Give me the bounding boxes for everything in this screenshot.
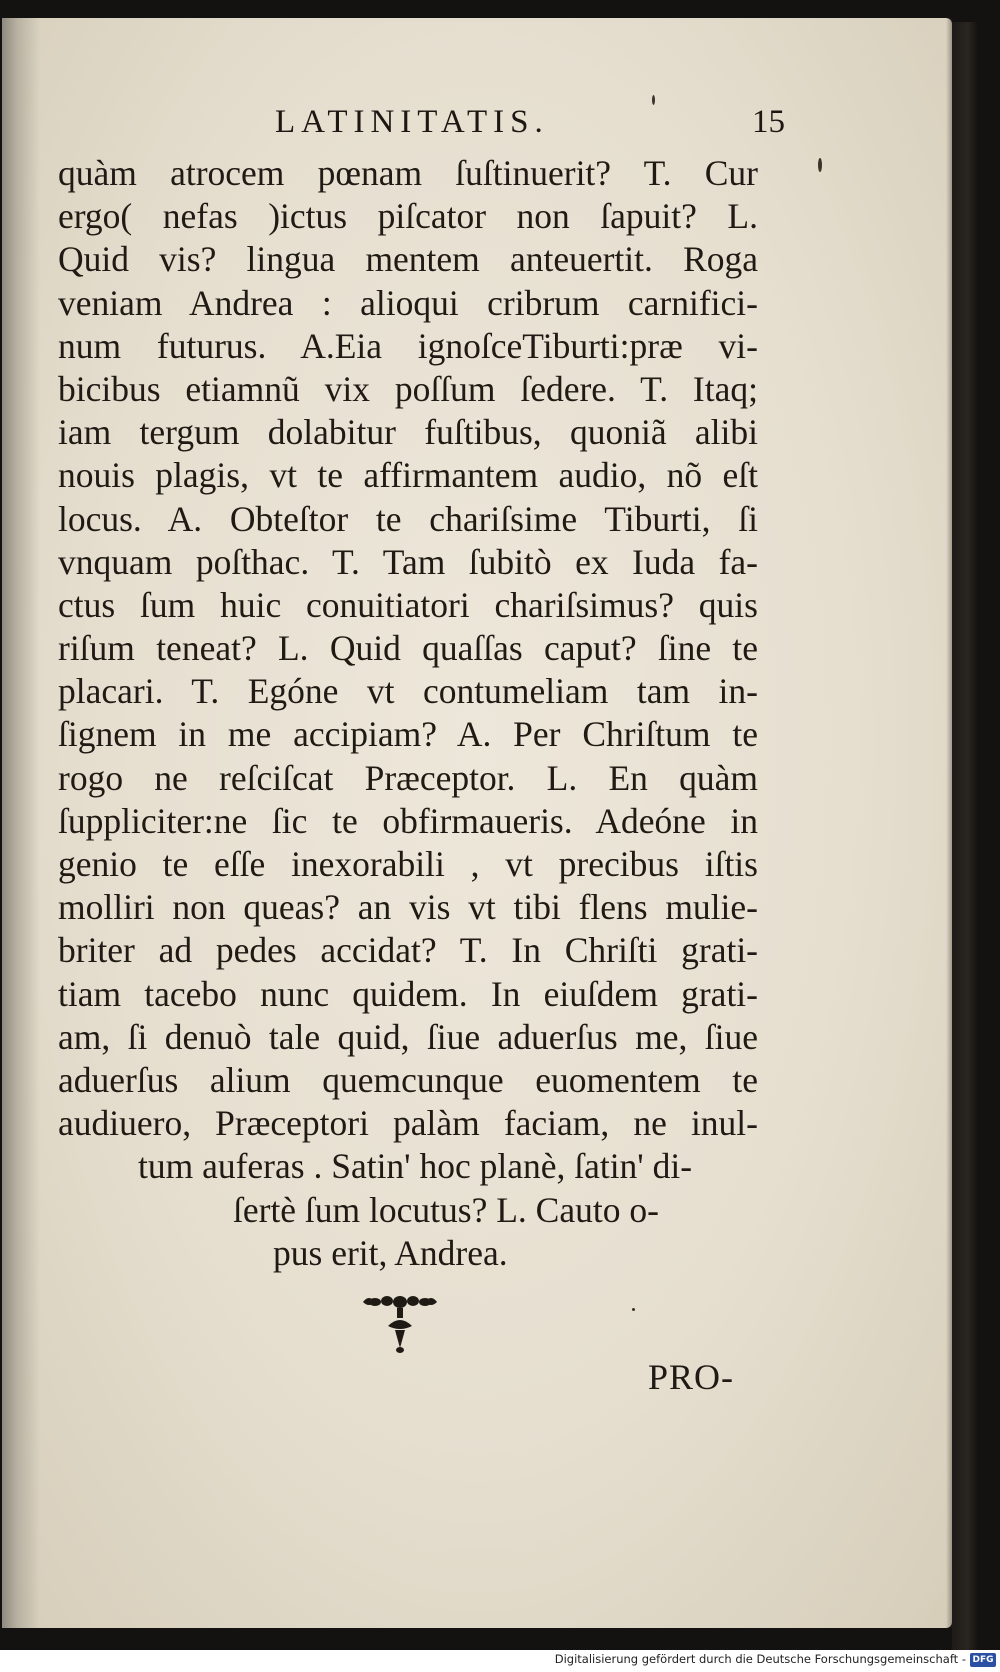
text-line: ergo( nefas )ictus piſcator non ſapuit? L.: [58, 196, 758, 237]
text-line: nouis plagis, vt te affirmantem audio, nõ eſt: [58, 455, 758, 496]
text-line: num futurus. A.Eia ignoſceTiburti:præ vi-: [58, 325, 758, 366]
text-line-tapered: tum auferas . Satin' hoc planè, ſatin' di-: [138, 1146, 693, 1187]
catchword: PRO-: [648, 1357, 735, 1397]
text-line: tiam tacebo nunc quidem. In eiuſdem grati-: [58, 973, 758, 1014]
text-line: iam tergum dolabitur fuſtibus, quoniã alibi: [58, 412, 758, 453]
text-line: rogo ne reſciſcat Præceptor. L. En quàm: [58, 757, 758, 798]
text-line: audiuero, Præceptori palàm faciam, ne inul-: [58, 1103, 758, 1144]
scan-speck: [632, 1308, 635, 1311]
text-line-tapered: pus erit, Andrea.: [273, 1232, 508, 1273]
text-line: genio te eſſe inexorabili , vt precibus iſtis: [58, 844, 758, 884]
text-line: quàm atrocem pœnam ſuſtinuerit? T. Cur: [58, 153, 758, 193]
text-line: briter ad pedes accidat? T. In Chriſti grati-: [58, 930, 758, 971]
text-line-tapered: ſertè ſum locutus? L. Cauto o-: [233, 1189, 659, 1230]
scan-speck: [818, 158, 822, 172]
running-head-title: LATINITATIS.: [275, 104, 549, 140]
page-number: 15: [752, 104, 785, 140]
text-line: placari. T. Egóne vt contumeliam tam in-: [58, 671, 758, 712]
text-line: riſum teneat? L. Quid quaſſas caput? ſine te: [58, 628, 758, 669]
running-head: [255, 104, 785, 148]
body-text: [58, 152, 758, 1275]
page-stack-edge: [952, 22, 978, 1662]
text-line: aduerſus alium quemcunque euomentem te: [58, 1059, 758, 1100]
page-gutter-shadow: [2, 18, 40, 1628]
text-line: ctus ſum huic conuitiatori chariſsimus? quis: [58, 584, 758, 625]
text-line: am, ſi denuò tale quid, ſiue aduerſus me, ſiue: [58, 1016, 758, 1057]
dfg-logo: DFG: [970, 1653, 996, 1667]
text-line: locus. A. Obteſtor te chariſsime Tiburti, ſi: [58, 498, 758, 539]
footer-note: Digitalisierung gefördert durch die Deutsche Forschungsgemeinschaft -: [554, 1652, 966, 1666]
text-line: vnquam poſthac. T. Tam ſubitò ex Iuda fa-: [58, 541, 758, 582]
text-line: ſuppliciter:ne ſic te obfirmaueris. Adeóne in: [58, 800, 758, 841]
text-line: Quid vis? lingua mentem anteuertit. Roga: [58, 239, 758, 280]
text-line: veniam Andrea : alioqui cribrum carnifici-: [58, 282, 758, 323]
text-line: ſignem in me accipiam? A. Per Chriſtum te: [58, 714, 758, 755]
text-line: bicibus etiamnũ vix poſſum ſedere. T. Itaq;: [58, 368, 758, 409]
fleuron-icon: [355, 1288, 445, 1358]
text-line: molliri non queas? an vis vt tibi flens mulie-: [58, 887, 758, 928]
